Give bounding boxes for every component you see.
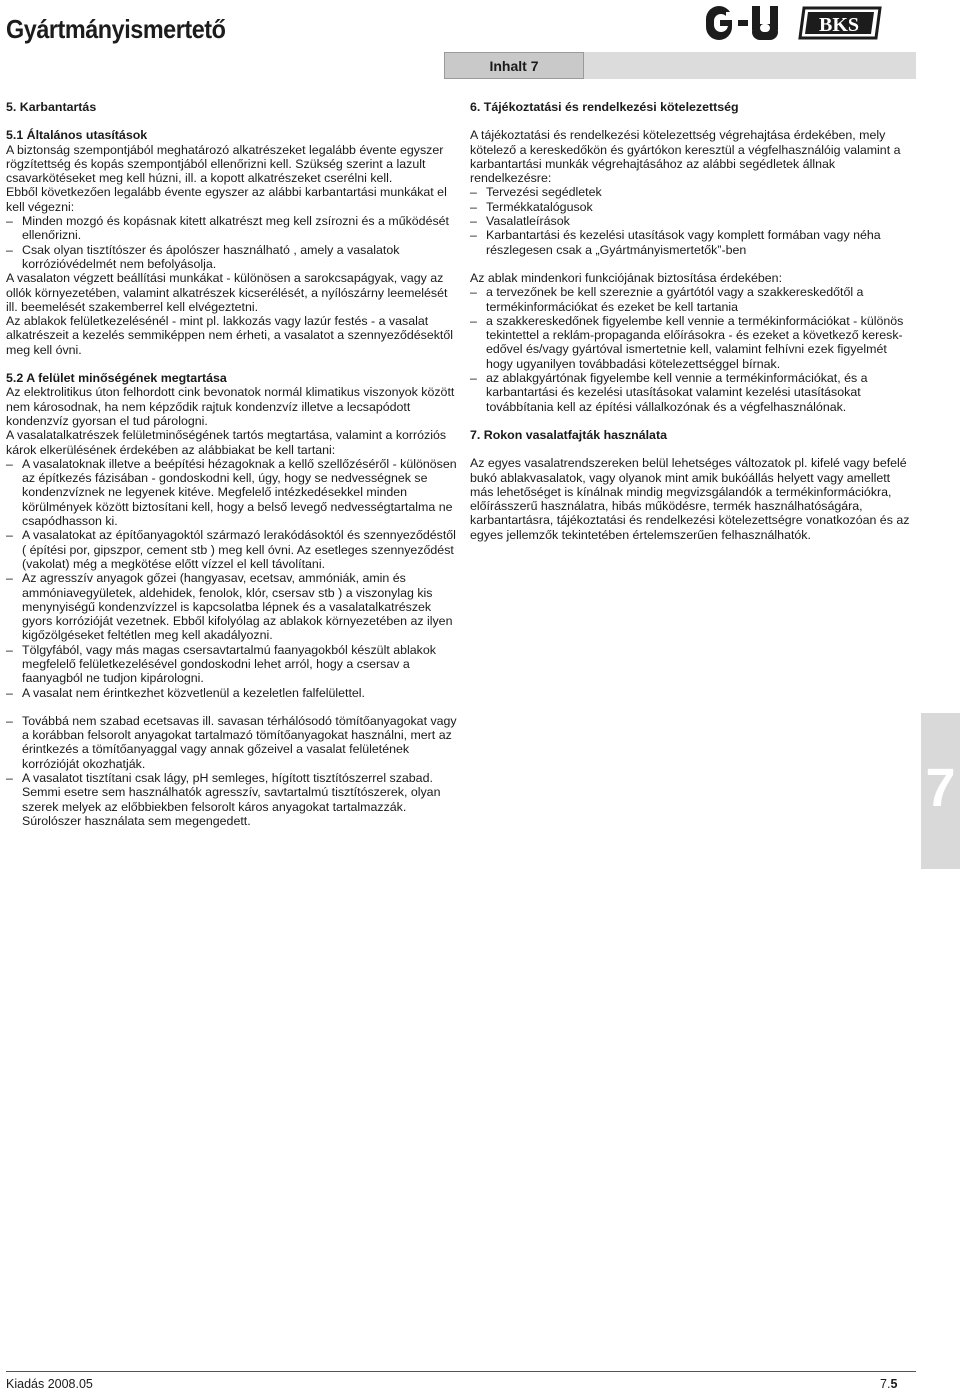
list-item: – Termékkatalógusok	[470, 200, 910, 214]
list-item: – A vasalat nem érintkezhet közvetlenül a kezeletlen falfelülettel.	[6, 686, 462, 700]
section-7-heading: 7. Rokon vasalatfajták használata	[470, 427, 667, 442]
list-item: – a tervezőnek be kell szereznie a gyártótól vagy a szakkereskedőtől a termékinformációkat és ezeket be kell tartania	[470, 285, 910, 314]
gu-logo-icon	[706, 6, 778, 40]
section-6-heading: 6. Tájékoztatási és rendelkezési kötelezettség	[470, 100, 739, 114]
section-5-heading: 5. Karbantartás	[6, 100, 97, 114]
list-item: – a szakkereskedőnek figyelembe kell vennie a termékinformációkat - különös tekintettel a reklám-propaganda előírásokra - és ezeket a következő kereskedővel és/vagy gyártóval ismertetnie kell, valamint felhívni ezek figyelmét hogy ugyanilyen továbbadási kötelezettséggel bírnak.	[470, 314, 910, 371]
list-item: – A vasalatokat az építőanyagoktól származó lerakódásoktól és szennyeződéstől ( építési por, gipszpor, cement stb ) meg kell óvni. Az esetleges szennyeződést (vakolat) még a megkötése előtt vízzel el kell távolítani.	[6, 528, 462, 571]
paragraph: A vasalaton végzett beállítási munkákat - különösen a sarokcsapágyak, vagy az ollók környezetében, valamint alkatrészek kicserélését, a nyílószárny leemelését ill. beemelését szakemberrel kell elvégeztetni.	[6, 271, 448, 314]
section-5-2-heading: 5.2 A felület minőségének megtartása	[6, 371, 227, 386]
list-item: – Minden mozgó és kopásnak kitett alkatrészt meg kell zsírozni és a működését ellenőrizni.	[6, 214, 462, 243]
footer-divider	[6, 1371, 916, 1372]
paragraph: Az egyes vasalatrendszereken belül lehetséges változatok pl. kifelé vagy befelé bukó ablakvasalatok, vagy olyanok mint amik bukóállás helyett vagy amellett más lehetőséget is kínálnak mindig megvizsgálandók a termékinformációkra, előírásszerű használatra, hibás működésre, termék használhatóságára, karbantartásra, tájékoztatási és rendelkezési kötelezettségre vonatkozóan és az egyes jellemzők tekintetében értelemszerűen felhasználhatók.	[470, 456, 910, 542]
paragraph: A tájékoztatási és rendelkezési kötelezettség végrehajtása érdekében, mely kötelező a kereskedőkön és gyártókon keresztül a végfelhasználóig valamint a karbantartási munkák végrehajtásához az alábbi segédletek állnak rendelkezésre:	[470, 128, 901, 186]
svg-text:BKS: BKS	[818, 14, 860, 36]
section-5-1-heading: 5.1 Általános utasítások	[6, 128, 148, 143]
chapter-side-tab	[921, 713, 960, 869]
tab-contents[interactable]: Inhalt 7	[444, 52, 584, 79]
list-item: – Tölgyfából, vagy más magas csersavtartalmú faanyagokból készült ablakok megfelelő felületkezelésével gondoskodni lehet arról, hogy a csersav a faanyagból ne tudjon kipárologni.	[6, 643, 462, 686]
list-item: – Továbbá nem szabad ecetsavas ill. savasan térhálósodó tömítőanyagokat vagy a korábban felsorolt anyagokat tartalmazó tömítőanyagokat használni, mert az érintkezés a tömítőanyaggal vagy annak gőzeivel a vasalat felületének korrózióját okozhatják.	[6, 714, 462, 771]
page-number	[880, 1377, 897, 1391]
paragraph: Az elektrolitikus úton felhordott cink bevonatok normál klimatikus viszonyok között nem károsodnak, ha nem képződik rajtuk kondenzvíz illetve a lecsapódott kondenzvíz gyorsan el tud párologni.	[6, 385, 455, 428]
page-num: 5	[890, 1377, 898, 1391]
list-item: – az ablakgyártónak figyelembe kell vennie a termékinformációkat, és a karbantartási és kezelési utasításokat valamint kezelési utasításokat továbbítania kell az építési vállalkozónak és a végfelhasználónak.	[470, 371, 910, 414]
list-item: – Az agresszív anyagok gőzei (hangyasav, ecetsav, ammóniák, amin és ammóniavegyületek, aldehidek, fenolok, klór, csersav stb ) a viszonylag kis menynyiségű kondenzvízzel is kapcsolatba lépnek és a vasalatalkatrészek gyors korrózióját vezetnek. Ebből kifolyólag az ablakok környezetében az ilyen kigőzölgéseket feltétlen meg kell akadályozni.	[6, 571, 462, 642]
page-prefix: 7.	[880, 1377, 891, 1391]
list-item: – Csak olyan tisztítószer és ápolószer használható , amely a vasalatok korrózióvédelmét nem befolyásolja.	[6, 243, 462, 272]
chapter-number: 7	[925, 758, 956, 818]
bks-logo-icon	[800, 8, 880, 38]
left-column	[6, 100, 462, 828]
brand-logos	[700, 2, 960, 44]
list-item: – Vasalatleírások	[470, 214, 910, 228]
list-item: – A vasalatot tisztítani csak lágy, pH semleges, hígított tisztítószerrel szabad. Semmi esetre sem használhatók agresszív, savtartalmú tisztítószerek, olyan szerek melyek az előbbiekben felsorolt káros anyagokat tartalmazzák. Súrolószer használata sem megengedett.	[6, 771, 462, 828]
list-item: – Karbantartási és kezelési utasítások vagy komplett formában vagy néha részlegesen csak a „Gyártmányismertetők”-ben	[470, 228, 910, 257]
paragraph: Ebből következően legalább évente egyszer az alábbi karbantartási munkákat el kell végezni:	[6, 185, 447, 214]
list-item: – A vasalatoknak illetve a beépítési hézagoknak a kellő szellőzéséről - különösen az építkezés fázisában - gondoskodni kell, úgy, hogy se nedvességnek se kondenzvíznek ne legyenek kitéve. Megfelelő intézkedésekkel minden körülmények között biztosítani kell, hogy a belső levegő nedvességtartalma ne csapódhasson ki.	[6, 457, 462, 528]
paragraph: Az ablakok felületkezelésénél - mint pl. lakkozás vagy lazúr festés - a vasalat alkatrészeit a kezelés semmiképpen nem érheti, a vasalatot a szennyeződésektől meg kell óvni.	[6, 314, 453, 357]
page-title: Gyártmányismertető	[6, 14, 226, 44]
issue-date: Kiadás 2008.05	[6, 1377, 93, 1391]
list-item: – Tervezési segédletek	[470, 185, 910, 199]
paragraph: A biztonság szempontjából meghatározó alkatrészeket legalább évente egyszer rögzítettség és kopás szempontjából ellenőrizni kell. Szükség szerint a lazult csavarkötéseket meg kell húzni, ill. a kopott alkatrészeket cserélni kell.	[6, 142, 444, 186]
right-column	[470, 100, 910, 542]
paragraph: Az ablak mindenkori funkciójának biztosítása érdekében:	[470, 270, 783, 285]
paragraph: A vasalatalkatrészek felületminőségének tartós megtartása, valamint a korróziós károk elkerülésének érdekében az alábbiakat be kell tartani:	[6, 428, 447, 457]
